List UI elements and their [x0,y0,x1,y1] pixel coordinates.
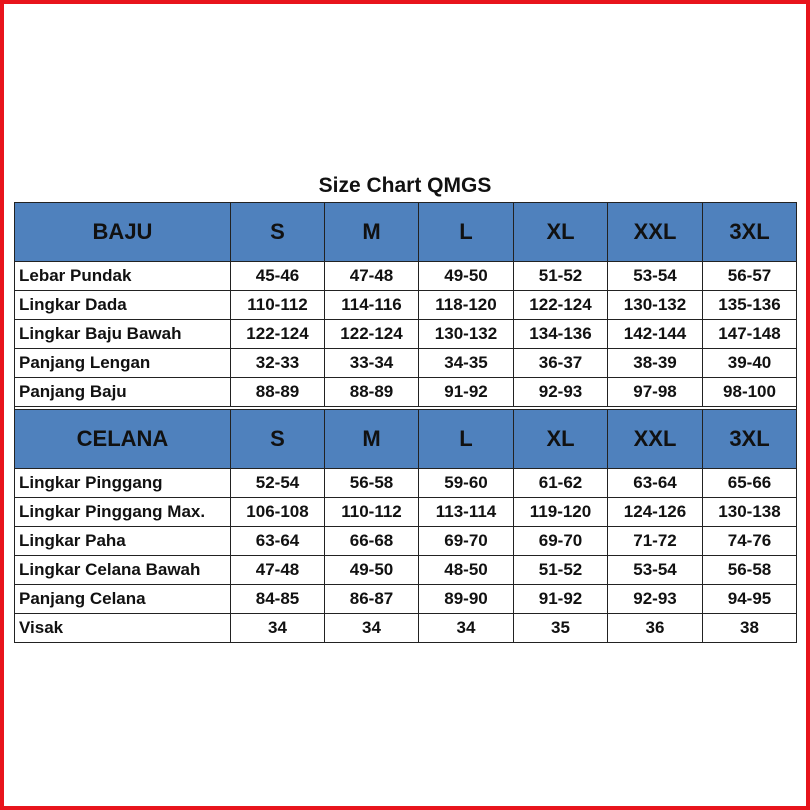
measurement-label: Panjang Baju [15,378,231,407]
celana-header-row [15,410,797,469]
measurement-value: 53-54 [608,556,703,585]
measurement-value: 66-68 [325,527,419,556]
measurement-value: 34 [419,614,514,643]
measurement-label: Lebar Pundak [15,262,231,291]
measurement-value: 124-126 [608,498,703,527]
size-header-m: M [325,410,419,469]
measurement-label: Lingkar Celana Bawah [15,556,231,585]
measurement-value: 34-35 [419,349,514,378]
size-chart-table [14,202,797,643]
measurement-label: Lingkar Dada [15,291,231,320]
measurement-value: 89-90 [419,585,514,614]
measurement-value: 45-46 [231,262,325,291]
size-header-3xl: 3XL [703,410,797,469]
baju-header-row [15,203,797,262]
measurement-value: 35 [514,614,608,643]
table-row [15,614,797,643]
measurement-label: Panjang Celana [15,585,231,614]
measurement-value: 63-64 [231,527,325,556]
measurement-value: 59-60 [419,469,514,498]
page-title: Size Chart QMGS [318,174,492,197]
measurement-value: 118-120 [419,291,514,320]
measurement-value: 47-48 [231,556,325,585]
measurement-value: 135-136 [703,291,797,320]
measurement-value: 36-37 [514,349,608,378]
measurement-value: 69-70 [514,527,608,556]
measurement-value: 34 [231,614,325,643]
measurement-value: 47-48 [325,262,419,291]
measurement-value: 39-40 [703,349,797,378]
measurement-value: 48-50 [419,556,514,585]
baju-header: BAJU [15,203,231,262]
measurement-label: Lingkar Pinggang [15,469,231,498]
measurement-value: 38-39 [608,349,703,378]
size-header-m: M [325,203,419,262]
size-header-3xl: 3XL [703,203,797,262]
measurement-value: 51-52 [514,262,608,291]
size-header-xl: XL [514,410,608,469]
measurement-value: 97-98 [608,378,703,407]
size-header-l: L [419,203,514,262]
table-row [15,585,797,614]
measurement-value: 110-112 [325,498,419,527]
measurement-value: 53-54 [608,262,703,291]
measurement-label: Lingkar Pinggang Max. [15,498,231,527]
table-row [15,262,797,291]
measurement-value: 84-85 [231,585,325,614]
measurement-value: 142-144 [608,320,703,349]
measurement-value: 61-62 [514,469,608,498]
table-row [15,291,797,320]
measurement-value: 65-66 [703,469,797,498]
measurement-value: 56-58 [703,556,797,585]
table-row [15,469,797,498]
size-header-xxl: XXL [608,410,703,469]
measurement-value: 69-70 [419,527,514,556]
measurement-value: 34 [325,614,419,643]
measurement-value: 86-87 [325,585,419,614]
measurement-value: 91-92 [514,585,608,614]
measurement-value: 88-89 [325,378,419,407]
measurement-value: 122-124 [514,291,608,320]
table-row [15,498,797,527]
baju-section [15,203,797,407]
measurement-value: 122-124 [325,320,419,349]
celana-header: CELANA [15,410,231,469]
measurement-value: 134-136 [514,320,608,349]
measurement-label: Lingkar Paha [15,527,231,556]
measurement-value: 106-108 [231,498,325,527]
measurement-value: 119-120 [514,498,608,527]
size-header-xl: XL [514,203,608,262]
size-header-l: L [419,410,514,469]
measurement-value: 114-116 [325,291,419,320]
measurement-value: 110-112 [231,291,325,320]
table-row [15,556,797,585]
table-row [15,527,797,556]
measurement-value: 52-54 [231,469,325,498]
measurement-value: 49-50 [325,556,419,585]
measurement-value: 130-132 [419,320,514,349]
measurement-value: 71-72 [608,527,703,556]
measurement-value: 130-138 [703,498,797,527]
measurement-value: 130-132 [608,291,703,320]
measurement-value: 94-95 [703,585,797,614]
measurement-value: 51-52 [514,556,608,585]
measurement-value: 38 [703,614,797,643]
table-row [15,349,797,378]
measurement-value: 113-114 [419,498,514,527]
measurement-value: 56-58 [325,469,419,498]
measurement-value: 98-100 [703,378,797,407]
measurement-value: 49-50 [419,262,514,291]
size-header-s: S [231,410,325,469]
celana-section [15,410,797,643]
size-header-s: S [231,203,325,262]
measurement-value: 33-34 [325,349,419,378]
measurement-value: 32-33 [231,349,325,378]
measurement-value: 63-64 [608,469,703,498]
measurement-label: Visak [15,614,231,643]
measurement-value: 92-93 [608,585,703,614]
table-row [15,378,797,407]
measurement-value: 92-93 [514,378,608,407]
size-header-xxl: XXL [608,203,703,262]
measurement-label: Lingkar Baju Bawah [15,320,231,349]
table-row [15,320,797,349]
measurement-value: 36 [608,614,703,643]
measurement-label: Panjang Lengan [15,349,231,378]
measurement-value: 91-92 [419,378,514,407]
measurement-value: 74-76 [703,527,797,556]
measurement-value: 147-148 [703,320,797,349]
measurement-value: 122-124 [231,320,325,349]
measurement-value: 88-89 [231,378,325,407]
measurement-value: 56-57 [703,262,797,291]
